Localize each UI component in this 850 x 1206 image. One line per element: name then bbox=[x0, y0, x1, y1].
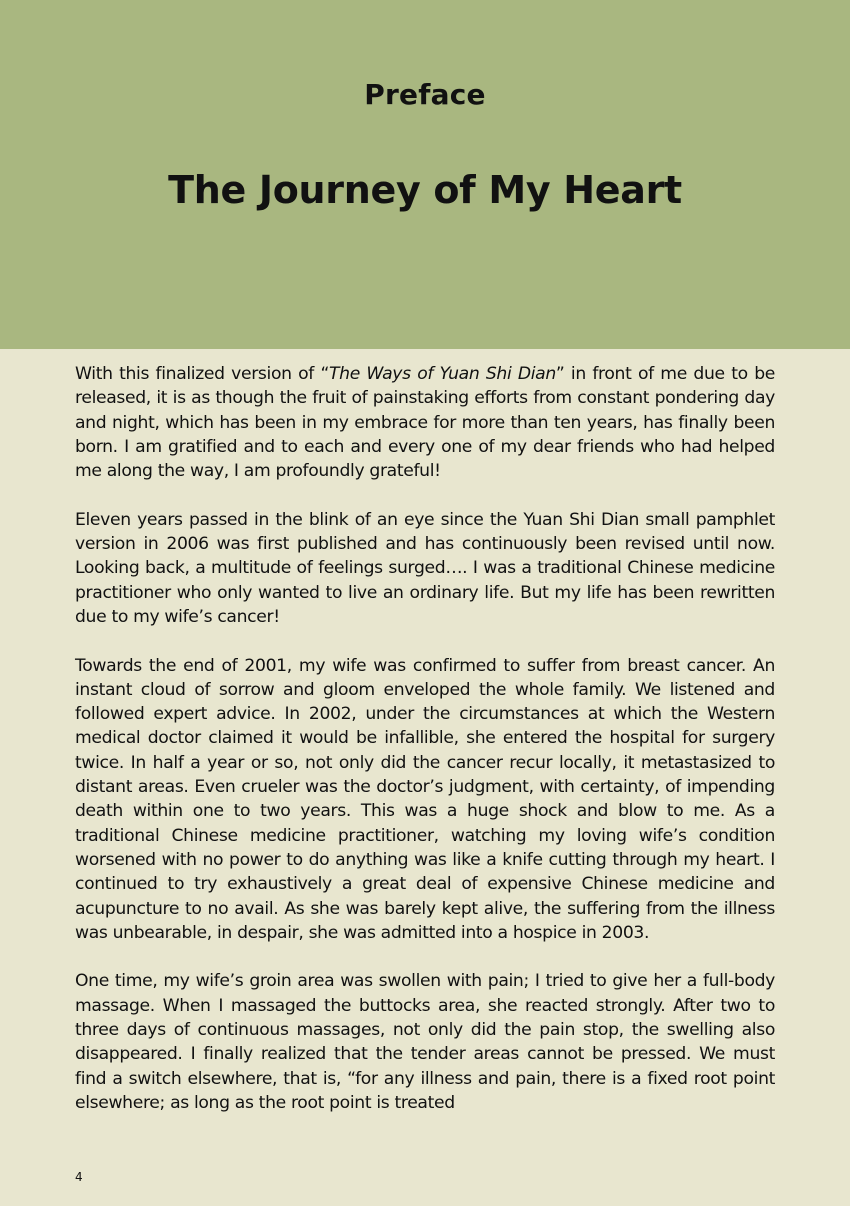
book-title: The Ways of Yuan Shi Dian bbox=[329, 364, 556, 384]
section-label: Preface bbox=[364, 78, 486, 111]
page-title: The Journey of My Heart bbox=[168, 168, 682, 212]
header-banner bbox=[0, 0, 850, 349]
paragraph: One time, my wife’s groin area was swollen with pain; I tried to give her a full-body massage. When I massaged the buttocks area, she reacted strongly. After two to three days of continuous massages, not only did the pain stop, the swelling also disappeared. I finally realized that the tender areas cannot be pressed. We must find a switch elsewhere, that is, “for any illness and pain, there is a fixed root point elsewhere; as long as the root point is treated bbox=[75, 971, 775, 1113]
paragraph bbox=[75, 362, 775, 483]
paragraph: Towards the end of 2001, my wife was confirmed to suffer from breast cancer. An instant cloud of sorrow and gloom enveloped the whole family. We listened and followed expert advice. In 2002, under the circumstances at which the Western medical doctor claimed it would be infallible, she entered the hospital for surgery twice. In half a year or so, not only did the cancer recur locally, it metastasized to distant areas. Even crueler was the doctor’s judgment, with certainty, of impending death within one to two years. This was a huge shock and blow to me. As a traditional Chinese medicine practitioner, watching my loving wife’s condition worsened with no power to do anything was like a knife cutting through my heart. I continued to try exhaustively a great deal of expensive Chinese medicine and acupuncture to no avail. As she was barely kept alive, the suffering from the illness was unbearable, in despair, she was admitted into a hospice in 2003. bbox=[75, 655, 775, 943]
page-number: 4 bbox=[75, 1170, 83, 1184]
paragraph-text: With this finalized version of “ bbox=[75, 364, 330, 384]
body-text bbox=[75, 362, 775, 1140]
paragraph: Eleven years passed in the blink of an eye since the Yuan Shi Dian small pamphlet version in 2006 was first published and has continuously been revised until now. Looking back, a multitude of feelings surged…. I was a traditional Chinese medicine practitioner who only wanted to live an ordinary life. But my life has been rewritten due to my wife’s cancer! bbox=[75, 509, 775, 627]
paragraph-text: ” in front of me due to be released, it is as though the fruit of painstaking efforts from constant pondering day and night, which has been in my embrace for more than ten years, has finally been born. I am gratified and to each and every one of my dear friends who had helped me along the way, I am profoundly grateful! bbox=[75, 364, 775, 482]
